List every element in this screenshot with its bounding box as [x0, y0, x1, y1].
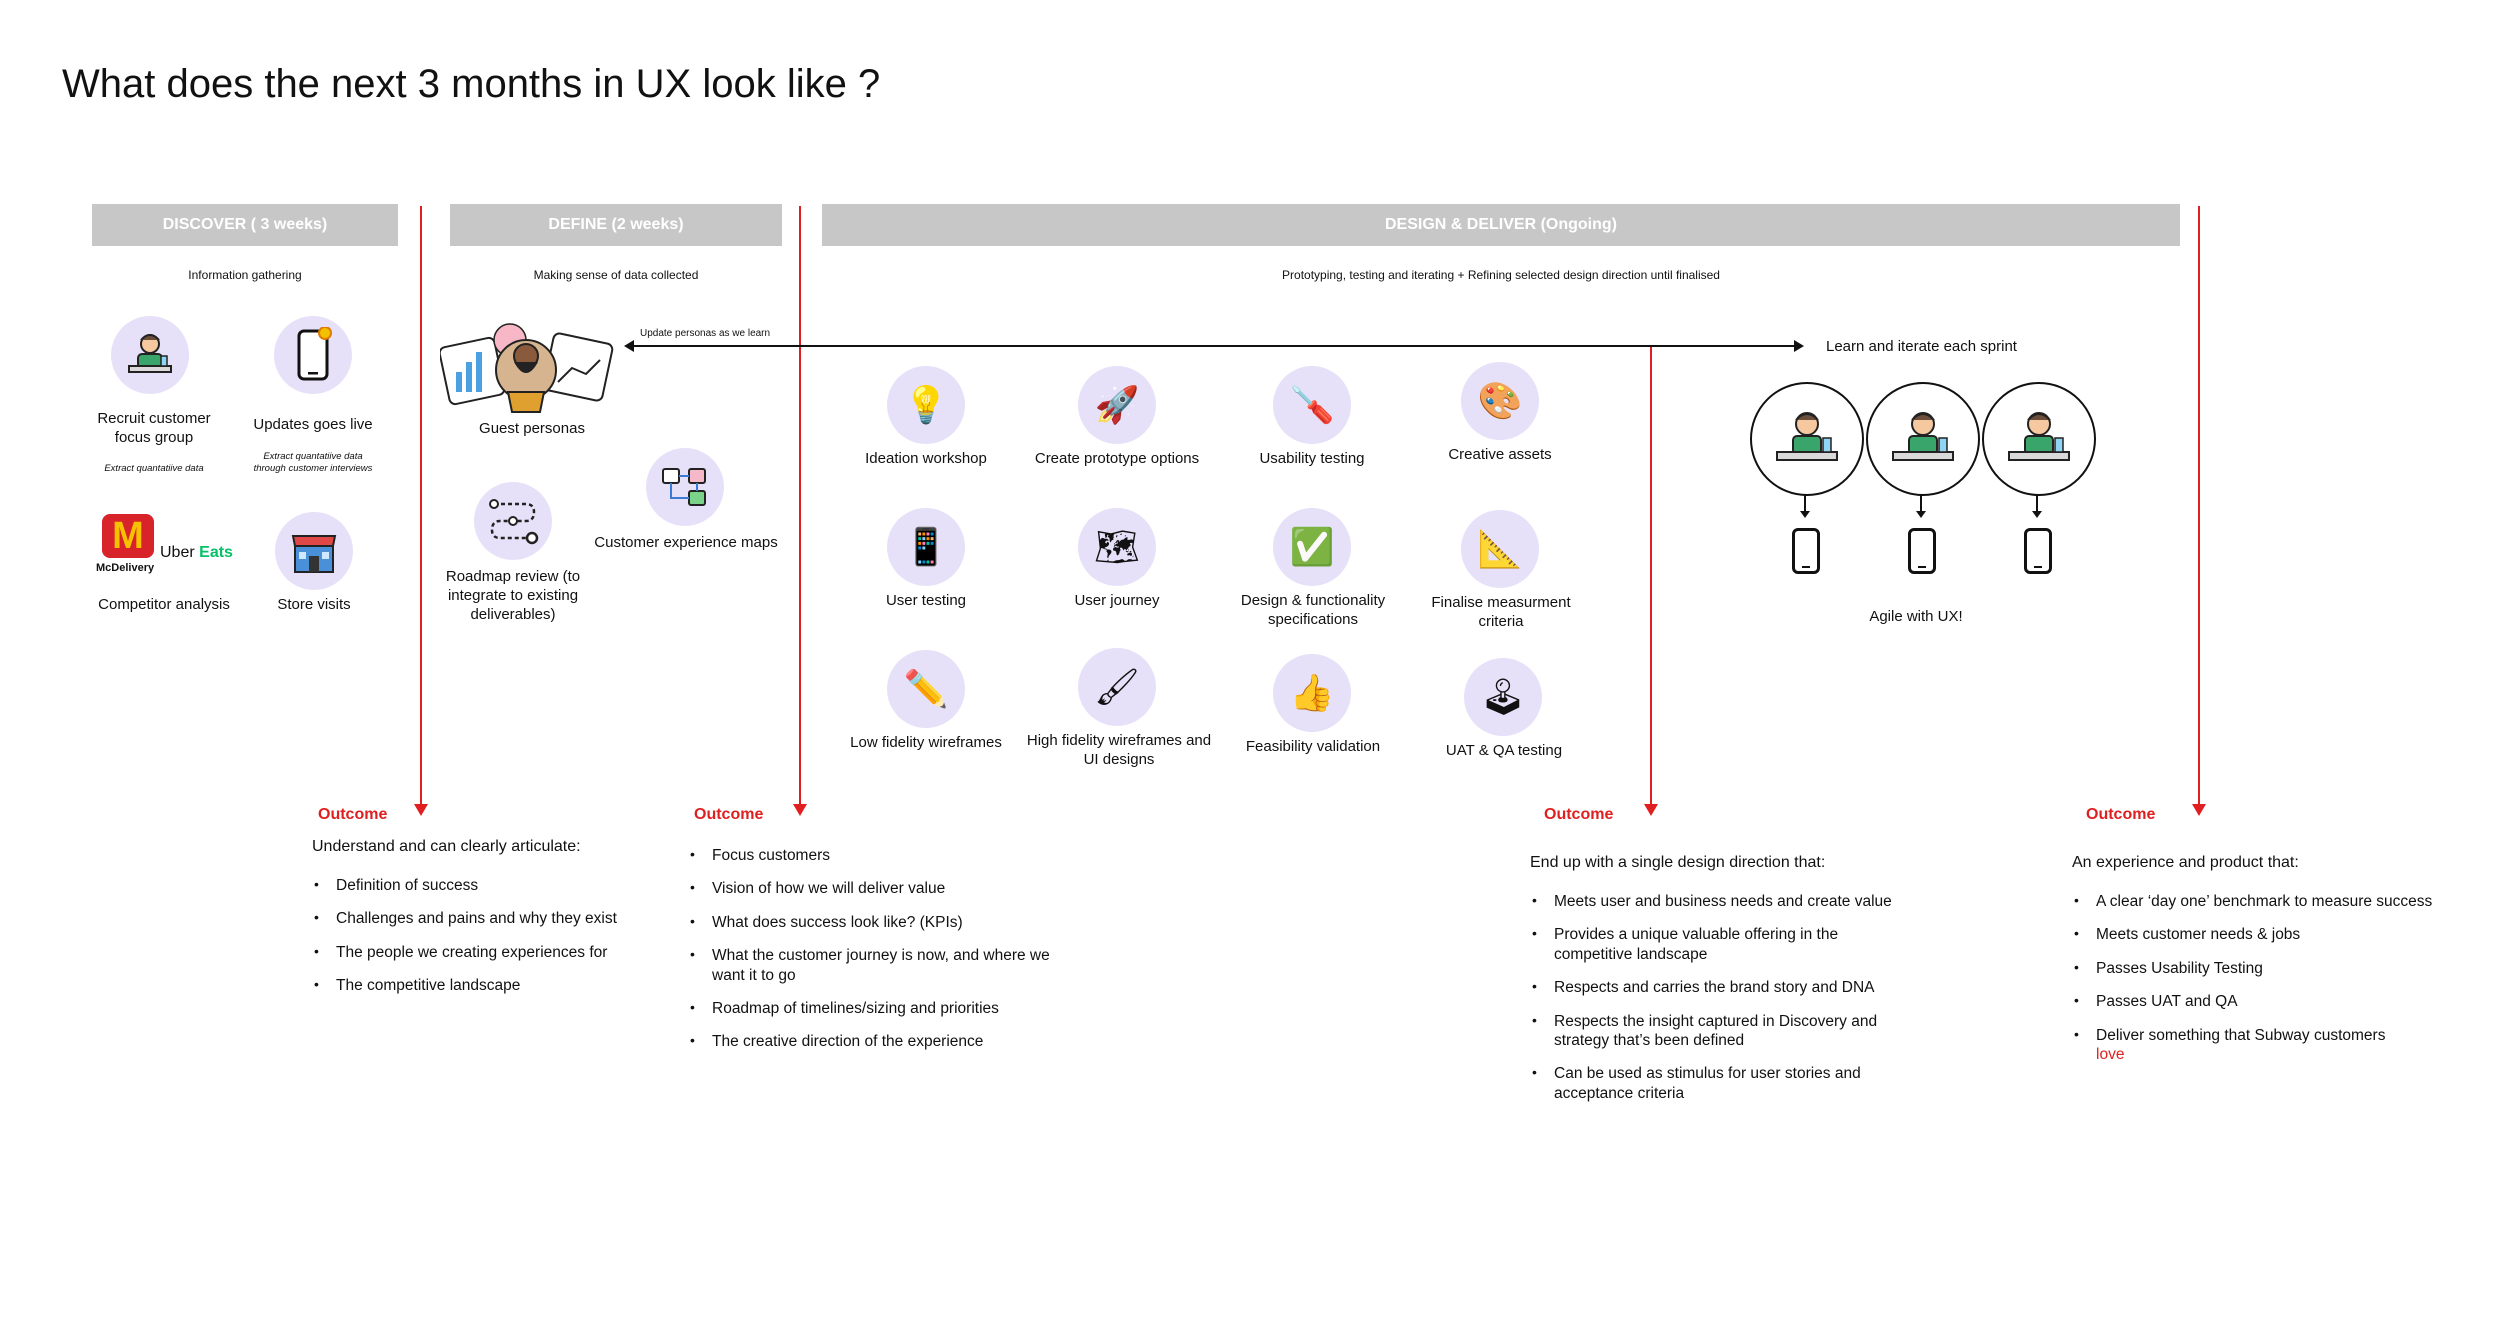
specs-icon: ✅ [1273, 508, 1351, 586]
roadmap-label: Roadmap review (to integrate to existing deliverables) [445, 568, 581, 623]
user-testing-label: User testing [885, 592, 967, 609]
sprint-phone-1-icon [1792, 528, 1820, 574]
outcome-item-last [2096, 1026, 2446, 1065]
outcome-list-design [1530, 892, 1904, 1117]
prototype-icon: 🚀 [1078, 366, 1156, 444]
journey-map-icon [659, 461, 711, 513]
outcome-item: • Can be used as stimulus for user stories and acceptance criteria [1554, 1064, 1904, 1103]
outcome-heading-design: Outcome [1544, 806, 1614, 823]
outcome-item: • Roadmap of timelines/sizing and priorities [712, 999, 1072, 1018]
measurement-icon: 📐 [1461, 510, 1539, 588]
phase-bar-deliver [822, 204, 2180, 246]
low-fi-icon: ✏️ [887, 650, 965, 728]
mcdonalds-logo: M [102, 514, 154, 558]
low-fi-label: Low fidelity wireframes [850, 734, 1002, 751]
design-end-line [1650, 346, 1652, 814]
iterate-arrow-right-head [1794, 340, 1804, 352]
learn-iterate-label: Learn and iterate each sprint [1826, 338, 2017, 355]
competitor-label: Competitor analysis [98, 596, 230, 613]
outcome-item: • Passes Usability Testing [2096, 959, 2446, 978]
user-testing-icon: 📱 [887, 508, 965, 586]
personas-icon [440, 322, 614, 422]
outcome-list-discover [312, 876, 666, 1010]
outcome-item: • Challenges and pains and why they exist [336, 909, 666, 928]
define-end-line [799, 206, 801, 814]
measurement-label: Finalise measurment criteria [1431, 594, 1571, 630]
sprint-arrow-1 [1804, 494, 1806, 516]
high-fi-icon: 🖌 [1078, 648, 1156, 726]
recruit-note: Extract quantatiive data [104, 463, 204, 474]
outcome-item: • Focus customers [712, 846, 1072, 865]
feasibility-label: Feasibility validation [1245, 738, 1381, 755]
creative-assets-icon: 🎨 [1461, 362, 1539, 440]
user-journey-label: User journey [1074, 592, 1160, 609]
phase-label-define: DEFINE (2 weeks) [548, 216, 684, 233]
uat-icon: 🕹 [1464, 658, 1542, 736]
outcome-item: • The people we creating experiences for [336, 943, 666, 962]
outcome-item: • Provides a unique valuable offering in the competitive landscape [1554, 925, 1904, 964]
outcome-heading-deliver: Outcome [2086, 806, 2156, 823]
ideation-label: Ideation workshop [865, 450, 987, 467]
update-personas-note: Update personas as we learn [640, 328, 771, 339]
uat-label: UAT & QA testing [1445, 742, 1563, 759]
deliver-end-line [2198, 206, 2200, 814]
discover-end-line [420, 206, 422, 814]
phase-subtitle-discover: Information gathering [188, 268, 302, 282]
outcome-item: • Respects the insight captured in Discovery and strategy that’s been defined [1554, 1012, 1904, 1051]
cx-maps-label: Customer experience maps [594, 534, 778, 551]
mcdelivery-text: McDelivery [96, 562, 155, 574]
smartphone-icon [293, 327, 333, 383]
person-at-desk-icon [1769, 404, 1845, 474]
usability-testing-label: Usability testing [1259, 450, 1365, 467]
outcome-item: • Vision of how we will deliver value [712, 879, 1072, 898]
outcome-heading-define: Outcome [694, 806, 764, 823]
personas-label: Guest personas [479, 420, 585, 437]
prototype-label: Create prototype options [1034, 450, 1200, 467]
uber-text: Uber [160, 544, 195, 561]
outcome-item: • Definition of success [336, 876, 666, 895]
outcome-intro-deliver: An experience and product that: [2072, 854, 2299, 871]
updates-live-icon [274, 316, 352, 394]
outcome-item: • The competitive landscape [336, 976, 666, 995]
roadmap-icon [486, 494, 540, 548]
uber-eats-logo [160, 544, 233, 562]
recruit-focus-group-icon [111, 316, 189, 394]
person-at-desk-icon [123, 328, 177, 382]
phase-label-deliver: DESIGN & DELIVER (Ongoing) [1385, 216, 1617, 233]
outcome-item-text: Deliver something that Subway customers [2096, 1026, 2386, 1044]
store-label: Store visits [277, 596, 351, 613]
outcome-item: • Meets user and business needs and create value [1554, 892, 1904, 911]
feasibility-icon: 👍 [1273, 654, 1351, 732]
phase-bar-discover [92, 204, 398, 246]
store-visits-icon [275, 512, 353, 590]
ideation-icon: 💡 [887, 366, 965, 444]
page-title: What does the next 3 months in UX look like ? [62, 62, 881, 106]
outcome-item: • Passes UAT and QA [2096, 992, 2446, 1011]
guest-personas-illustration [440, 322, 614, 422]
updates-note: Extract quantatiive data through customer interviews [253, 451, 373, 474]
store-icon [289, 526, 339, 576]
sprint-circle-3 [1982, 382, 2096, 496]
outcome-intro-discover: Understand and can clearly articulate: [312, 838, 581, 855]
cx-maps-icon [646, 448, 724, 526]
outcome-list-define [688, 846, 1072, 1066]
creative-assets-label: Creative assets [1448, 446, 1552, 463]
sprint-phone-3-icon [2024, 528, 2052, 574]
phase-label-discover: DISCOVER ( 3 weeks) [162, 216, 328, 233]
outcome-item: • A clear ‘day one’ benchmark to measure success [2096, 892, 2446, 911]
agile-caption: Agile with UX! [1869, 608, 1963, 625]
roadmap-review-icon [474, 482, 552, 560]
person-at-desk-icon [2001, 404, 2077, 474]
eats-text: Eats [199, 544, 233, 561]
outcome-item: • What does success look like? (KPIs) [712, 913, 1072, 932]
iterate-arrow [630, 345, 1796, 347]
phase-subtitle-deliver: Prototyping, testing and iterating + Refining selected design direction until finalised [1282, 268, 1720, 282]
outcome-list-deliver [2072, 892, 2446, 1078]
phase-bar-define [450, 204, 782, 246]
iterate-arrow-left-head [624, 340, 634, 352]
outcome-item: • Meets customer needs & jobs [2096, 925, 2446, 944]
sprint-arrow-2 [1920, 494, 1922, 516]
recruit-label: Recruit customer focus group [97, 410, 211, 446]
outcome-item: • What the customer journey is now, and where we want it to go [712, 946, 1072, 985]
usability-testing-icon: 🪛 [1273, 366, 1351, 444]
outcome-intro-design: End up with a single design direction that: [1530, 854, 1826, 871]
specs-label: Design & functionality specifications [1240, 592, 1386, 628]
user-journey-icon: 🗺 [1078, 508, 1156, 586]
sprint-circle-2 [1866, 382, 1980, 496]
outcome-item: • Respects and carries the brand story and DNA [1554, 978, 1904, 997]
sprint-circle-1 [1750, 382, 1864, 496]
sprint-arrow-3 [2036, 494, 2038, 516]
sprint-phone-2-icon [1908, 528, 1936, 574]
outcome-heading-discover: Outcome [318, 806, 388, 823]
person-at-desk-icon [1885, 404, 1961, 474]
love-text: love [2096, 1045, 2125, 1063]
high-fi-label: High fidelity wireframes and UI designs [1026, 732, 1212, 768]
outcome-item: • The creative direction of the experience [712, 1032, 1072, 1051]
updates-label: Updates goes live [253, 416, 373, 433]
phase-subtitle-define: Making sense of data collected [533, 268, 699, 282]
